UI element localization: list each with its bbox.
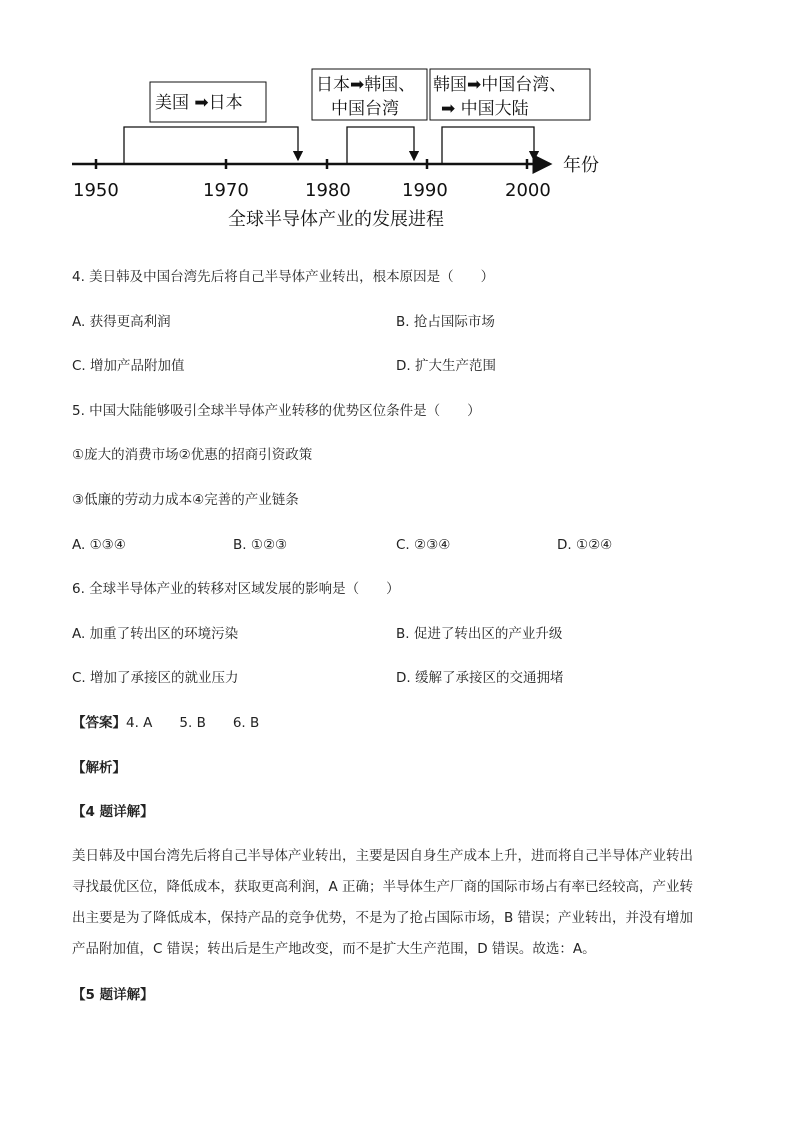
detail-4-paragraph <box>72 841 722 965</box>
detail-4-line-4: 产品附加值，C 错误；转出后是生产地改变，而不是扩大生产范围，D 错误。故选：A。 <box>72 941 596 957</box>
question-6-option-d: D. 缓解了承接区的交通拥堵 <box>396 670 564 686</box>
detail-4-line-3: 出主要是为了降低成本，保持产品的竞争优势，不是为了抢占国际市场，B 错误；产业转出，并没有增加 <box>72 910 694 926</box>
box-period-2-line-2: 中国台湾 <box>331 99 399 119</box>
box-period-3-line-1: 韩国➡中国台湾、 <box>433 75 567 95</box>
diagram-caption: 全球半导体产业的发展进程 <box>228 209 444 230</box>
bracket-period-1 <box>124 127 298 164</box>
question-5-line-1: ①庞大的消费市场②优惠的招商引资政策 <box>72 447 313 463</box>
question-5-line-2: ③低廉的劳动力成本④完善的产业链条 <box>72 492 299 508</box>
tick-label-1950: 1950 <box>73 180 119 201</box>
tick-label-2000: 2000 <box>505 180 551 201</box>
question-6-option-b: B. 促进了转出区的产业升级 <box>396 626 563 642</box>
question-5-option-a: A. ①③④ <box>72 537 126 553</box>
detail-4-line-2: 寻找最优区位，降低成本，获取更高利润，A 正确；半导体生产厂商的国际市场占有率已经较高，产业转 <box>72 879 694 895</box>
bracket-period-3 <box>442 127 534 164</box>
question-6-stem: 6. 全球半导体产业的转移对区域发展的影响是（ ） <box>72 581 400 597</box>
question-4-option-a: A. 获得更高利润 <box>72 314 171 330</box>
detail-4-line-1: 美日韩及中国台湾先后将自己半导体产业转出，主要是因自身生产成本上升，进而将自己半导体产业转出 <box>72 848 693 864</box>
detail-4-heading: 【4 题详解】 <box>72 804 154 820</box>
question-4-option-b: B. 抢占国际市场 <box>396 314 495 330</box>
axis-label: 年份 <box>563 155 599 176</box>
analysis-label: 【解析】 <box>72 760 126 776</box>
question-5-option-b: B. ①②③ <box>233 537 288 553</box>
question-6-option-c: C. 增加了承接区的就业压力 <box>72 670 239 686</box>
question-6-option-a: A. 加重了转出区的环境污染 <box>72 626 239 642</box>
box-period-2-line-1: 日本➡韩国、 <box>316 75 416 95</box>
question-4-stem: 4. 美日韩及中国台湾先后将自己半导体产业转出，根本原因是（ ） <box>72 269 495 285</box>
answer-line <box>72 714 259 732</box>
question-5-stem: 5. 中国大陆能够吸引全球半导体产业转移的优势区位条件是（ ） <box>72 403 481 419</box>
detail-5-heading: 【5 题详解】 <box>72 987 154 1003</box>
question-5-option-c: C. ②③④ <box>396 537 451 553</box>
question-4-option-d: D. 扩大生产范围 <box>396 358 496 374</box>
answer-text: 4. A 5. B 6. B <box>126 715 260 731</box>
answer-label: 【答案】 <box>72 715 126 731</box>
bracket-period-2 <box>347 127 414 164</box>
question-4-option-c: C. 增加产品附加值 <box>72 358 185 374</box>
question-5-option-d: D. ①②④ <box>557 537 613 553</box>
tick-label-1990: 1990 <box>402 180 448 201</box>
box-period-3-line-2: ➡ 中国大陆 <box>441 99 529 119</box>
tick-label-1970: 1970 <box>203 180 249 201</box>
box-period-1-text: 美国 ➡日本 <box>155 93 243 113</box>
tick-label-1980: 1980 <box>305 180 351 201</box>
timeline-diagram <box>0 0 794 250</box>
